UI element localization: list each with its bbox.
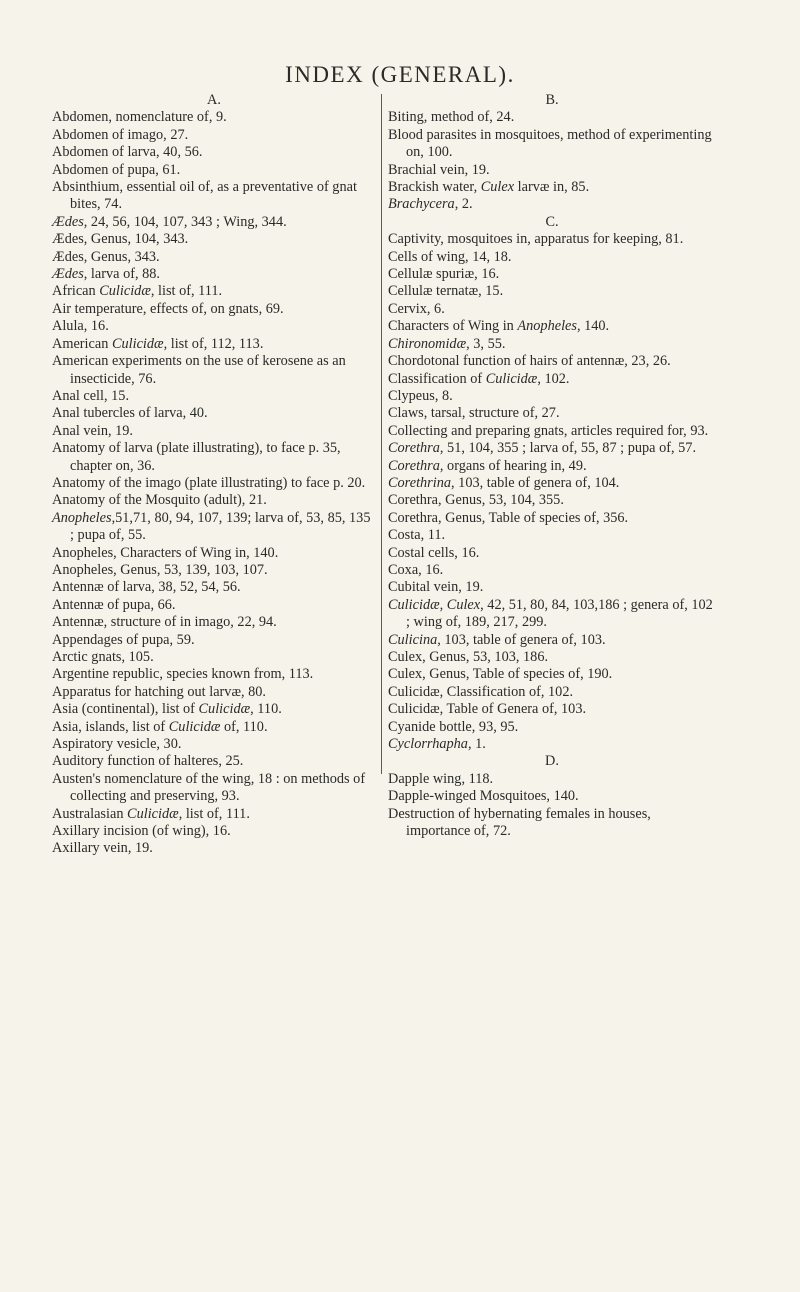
index-entry xyxy=(52,318,376,335)
index-entry xyxy=(52,214,376,231)
index-entry-text: Cubital vein, 19. xyxy=(388,579,484,596)
index-entry-text: Culicina xyxy=(388,631,438,648)
index-entry-text: Brachycera xyxy=(388,196,455,213)
index-entry-text: Anal cell, 15. xyxy=(52,387,130,404)
column-divider xyxy=(381,94,382,774)
index-entry xyxy=(388,249,716,266)
index-entry-text: Ædes, Genus, 104, 343. xyxy=(52,231,189,248)
index-entry-text: Cyanide bottle, 93, 95. xyxy=(388,718,519,735)
index-entry-text: Chironomidæ xyxy=(388,335,467,352)
index-entry xyxy=(52,336,376,353)
index-entry-text: , 42, 51, 80, 84, 103,186 ; genera of, 102 ; wing of, 189, 217, 299. xyxy=(406,596,713,631)
index-entry-text: Chordotonal function of hairs of antennæ, 23, 26. xyxy=(388,353,671,370)
index-entry-text: Culicidæ xyxy=(99,283,151,300)
index-entry-text: Dapple-winged Mosquitoes, 140. xyxy=(388,788,579,805)
index-entry-text: larvæ in, 85. xyxy=(514,179,590,196)
index-entry-text: Abdomen of imago, 27. xyxy=(52,126,189,143)
index-entry-text: Corethra, Genus, Table of species of, 356. xyxy=(388,509,629,526)
index-entry-text: Axillary incision (of wing), 16. xyxy=(52,823,231,840)
index-entry-text: Culex xyxy=(480,179,515,196)
index-entry xyxy=(52,109,376,126)
index-entry-text: Air temperature, effects of, on gnats, 69. xyxy=(52,300,284,317)
index-entry xyxy=(52,649,376,666)
index-entry xyxy=(52,249,376,266)
index-entry-text: Anopheles, Genus, 53, 139, 103, 107. xyxy=(52,561,268,578)
index-entry-text: Anatomy of the Mosquito (adult), 21. xyxy=(52,492,267,509)
index-entry-text: Classification of xyxy=(388,370,486,387)
index-entry xyxy=(52,719,376,736)
index-entry xyxy=(388,423,716,440)
index-entry-text: Ædes xyxy=(52,213,84,230)
index-section-letter: A. xyxy=(207,92,221,108)
index-entry-text: , 24, 56, 104, 107, 343 ; Wing, 344. xyxy=(83,213,287,230)
index-entry xyxy=(388,719,716,736)
index-entry xyxy=(52,301,376,318)
index-entry xyxy=(388,649,716,666)
index-entry xyxy=(52,231,376,248)
index-entry-text: Auditory function of halteres, 25. xyxy=(52,753,244,770)
index-entry-text: Arctic gnats, 105. xyxy=(52,649,154,665)
index-entry xyxy=(52,562,376,579)
index-entry-text: , 103, table of genera of, 103. xyxy=(437,631,606,648)
index-entry xyxy=(388,231,716,248)
index-entry xyxy=(388,458,716,475)
index-entry xyxy=(388,336,716,353)
index-entry xyxy=(52,684,376,701)
index-entry xyxy=(52,806,376,823)
index-entry-text: Costa, 11. xyxy=(388,527,446,544)
index-entry xyxy=(388,597,716,632)
index-entry-text: , larva of, 88. xyxy=(83,266,161,283)
page-title: INDEX (GENERAL). xyxy=(285,62,515,87)
index-entry xyxy=(388,545,716,562)
index-entry-text: Antennæ of pupa, 66. xyxy=(52,596,176,613)
index-entry-text: Coxa, 16. xyxy=(388,561,444,578)
index-entry xyxy=(52,823,376,840)
index-entry-text: Antennæ, structure of in imago, 22, 94. xyxy=(52,614,277,631)
index-entry-text: , 51, 104, 355 ; larva of, 55, 87 ; pupa of, 57. xyxy=(439,440,697,457)
index-entry-text: African xyxy=(52,283,100,300)
index-entry-text: Collecting and preparing gnats, articles required for, 93. xyxy=(388,422,709,439)
index-entry xyxy=(52,545,376,562)
index-entry-text: Culex, Genus, Table of species of, 190. xyxy=(388,666,613,683)
index-entry-text: Cellulæ spuriæ, 16. xyxy=(388,266,500,283)
index-entry-text: Antennæ of larva, 38, 52, 54, 56. xyxy=(52,579,241,596)
index-entry xyxy=(52,771,376,806)
index-entry-text: Corethrina xyxy=(388,474,452,491)
index-entry xyxy=(388,318,716,335)
index-entry xyxy=(52,266,376,283)
index-entry-text: Culicidæ xyxy=(485,370,538,387)
index-entry xyxy=(52,701,376,718)
index-entry xyxy=(388,771,716,788)
index-entry-text: Axillary vein, 19. xyxy=(52,840,153,857)
index-entry xyxy=(52,127,376,144)
index-section-letter: B. xyxy=(545,92,559,108)
index-entry-text: Culicidæ xyxy=(198,701,251,718)
index-entry xyxy=(388,527,716,544)
index-entry xyxy=(52,736,376,753)
index-entry-text: Brackish water, xyxy=(388,179,481,196)
index-entry xyxy=(52,510,376,545)
index-entry-text: Anal vein, 19. xyxy=(52,422,133,439)
index-entry-text: Anatomy of the imago (plate illustrating) to face p. 20. xyxy=(52,474,366,491)
index-entry-text: Austen's nomenclature of the wing, 18 : on methods of collecting and preserving, 93. xyxy=(52,770,366,805)
index-entry xyxy=(388,806,716,841)
index-entry-text: Anal tubercles of larva, 40. xyxy=(52,405,208,422)
index-entry-text: Culicidæ xyxy=(127,805,179,822)
index-entry xyxy=(52,353,376,388)
index-entry-text: , 2. xyxy=(454,196,473,213)
index-entry-text: Anatomy of larva (plate illustrating), to face p. 35, chapter on, 36. xyxy=(52,440,341,474)
index-entry-text: , 102. xyxy=(537,370,570,387)
index-entry xyxy=(52,440,376,475)
index-entry xyxy=(388,405,716,422)
index-entry xyxy=(52,388,376,405)
index-entry xyxy=(388,666,716,683)
index-entry-text: Argentine republic, species known from, 113. xyxy=(52,666,314,683)
index-entry-text: Anopheles, Characters of Wing in, 140. xyxy=(52,544,279,561)
index-entry xyxy=(388,440,716,457)
index-entry-text: ,51,71, 80, 94, 107, 139; larva of, 53, 85, 135 ; pupa of, 55. xyxy=(70,509,371,544)
index-entry-text: Asia, islands, list of xyxy=(52,718,169,735)
index-column-left xyxy=(52,92,376,858)
index-entry xyxy=(388,371,716,388)
index-entry-text: Abdomen of larva, 40, 56. xyxy=(52,144,203,161)
index-column-right xyxy=(388,92,716,840)
index-entry xyxy=(388,162,716,179)
index-section-letter: D. xyxy=(545,753,559,770)
index-entry xyxy=(52,405,376,422)
index-entry-text: Cells of wing, 14, 18. xyxy=(388,248,512,265)
index-entry-text: Corethra xyxy=(388,457,440,474)
index-entry-text: , 1. xyxy=(467,736,486,753)
index-entry-text: Anopheles xyxy=(517,318,577,335)
index-entry-text: Costal cells, 16. xyxy=(388,544,480,561)
index-entry-text: Abdomen, nomenclature of, 9. xyxy=(52,109,227,126)
index-entry-text: Clypeus, 8. xyxy=(388,387,453,404)
index-entry xyxy=(388,510,716,527)
index-entry xyxy=(52,475,376,492)
index-entry-text: Claws, tarsal, structure of, 27. xyxy=(388,405,560,422)
index-entry-text: , list of, 111. xyxy=(150,283,223,300)
index-entry-text: Destruction of hybernating females in houses, importance of, 72. xyxy=(388,805,651,840)
index-entry-text: , 103, table of genera of, 104. xyxy=(451,474,620,491)
index-entry xyxy=(52,614,376,631)
index-entry-text: , organs of hearing in, 49. xyxy=(439,457,587,474)
index-entry xyxy=(388,562,716,579)
index-entry-text: of, 110. xyxy=(220,718,268,735)
index-entry-text: American xyxy=(52,335,112,352)
index-entry-text: Ædes, Genus, 343. xyxy=(52,248,160,265)
index-entry-text: Cellulæ ternatæ, 15. xyxy=(388,283,504,300)
index-entry xyxy=(52,179,376,214)
index-entry-text: , 3, 55. xyxy=(466,335,506,352)
index-entry-text: Brachial vein, 19. xyxy=(388,161,490,178)
index-entry-text: , 110. xyxy=(250,701,282,718)
index-section-letter: C. xyxy=(545,213,559,230)
index-entry-text: Culex, Genus, 53, 103, 186. xyxy=(388,649,549,665)
index-entry-text: Absinthium, essential oil of, as a preventative of gnat bites, 74. xyxy=(52,179,357,213)
index-entry xyxy=(388,701,716,718)
index-entry-text: Ædes xyxy=(52,266,84,283)
index-entry xyxy=(388,179,716,196)
index-entry xyxy=(388,492,716,509)
index-entry xyxy=(52,162,376,179)
index-entry-text: Aspiratory vesicle, 30. xyxy=(52,736,182,753)
index-entry xyxy=(388,283,716,300)
index-entry-text: Culicidæ, Table of Genera of, 103. xyxy=(388,701,587,718)
index-entry xyxy=(52,840,376,857)
index-entry xyxy=(52,144,376,161)
index-entry-text: American experiments on the use of kerosene as an insecticide, 76. xyxy=(52,353,346,387)
index-entry-text: Cervix, 6. xyxy=(388,300,445,317)
index-entry-text: , 140. xyxy=(576,318,610,335)
index-entry-text: Culicidæ, Classification of, 102. xyxy=(388,683,574,700)
index-entry xyxy=(388,388,716,405)
index-entry xyxy=(388,127,716,162)
index-entry xyxy=(52,753,376,770)
index-entry xyxy=(388,684,716,701)
index-entry-text: Characters of Wing in xyxy=(388,318,518,335)
index-entry-text: Abdomen of pupa, 61. xyxy=(52,161,181,178)
index-entry-text: Corethra xyxy=(388,440,440,457)
index-entry-text: Biting, method of, 24. xyxy=(388,109,515,126)
index-entry xyxy=(388,736,716,753)
index-entry-text: Australasian xyxy=(52,805,128,822)
index-entry xyxy=(52,632,376,649)
index-entry-text: Asia (continental), list of xyxy=(52,701,199,718)
index-entry xyxy=(388,475,716,492)
index-entry xyxy=(388,353,716,370)
index-entry xyxy=(52,579,376,596)
index-entry-text: Corethra, Genus, 53, 104, 355. xyxy=(388,492,564,509)
index-entry xyxy=(52,283,376,300)
index-entry-text: Cyclorrhapha xyxy=(388,736,468,753)
index-entry xyxy=(52,666,376,683)
index-entry-text: Blood parasites in mosquitoes, method of experimenting on, 100. xyxy=(388,126,712,161)
index-entry xyxy=(388,632,716,649)
index-entry-text: Alula, 16. xyxy=(52,318,109,335)
index-entry-text: Culicidæ xyxy=(111,335,164,352)
index-entry xyxy=(388,579,716,596)
index-entry-text: Appendages of pupa, 59. xyxy=(52,631,195,648)
index-entry-text: Apparatus for hatching out larvæ, 80. xyxy=(52,683,267,700)
index-entry xyxy=(52,423,376,440)
index-entry xyxy=(388,788,716,805)
index-entry-text: Dapple wing, 118. xyxy=(388,770,494,787)
index-entry xyxy=(52,492,376,509)
index-entry-text: Culicidæ, Culex xyxy=(388,596,481,613)
index-entry xyxy=(388,196,716,213)
index-entry-text: Culicidæ xyxy=(168,718,221,735)
index-entry-text: Anopheles xyxy=(52,509,112,526)
index-entry-text: , list of, 112, 113. xyxy=(163,335,264,352)
index-entry-text: Captivity, mosquitoes in, apparatus for keeping, 81. xyxy=(388,231,684,248)
index-entry xyxy=(388,266,716,283)
index-entry xyxy=(388,301,716,318)
index-entry xyxy=(388,109,716,126)
index-entry-text: , list of, 111. xyxy=(178,805,250,822)
index-entry xyxy=(52,597,376,614)
